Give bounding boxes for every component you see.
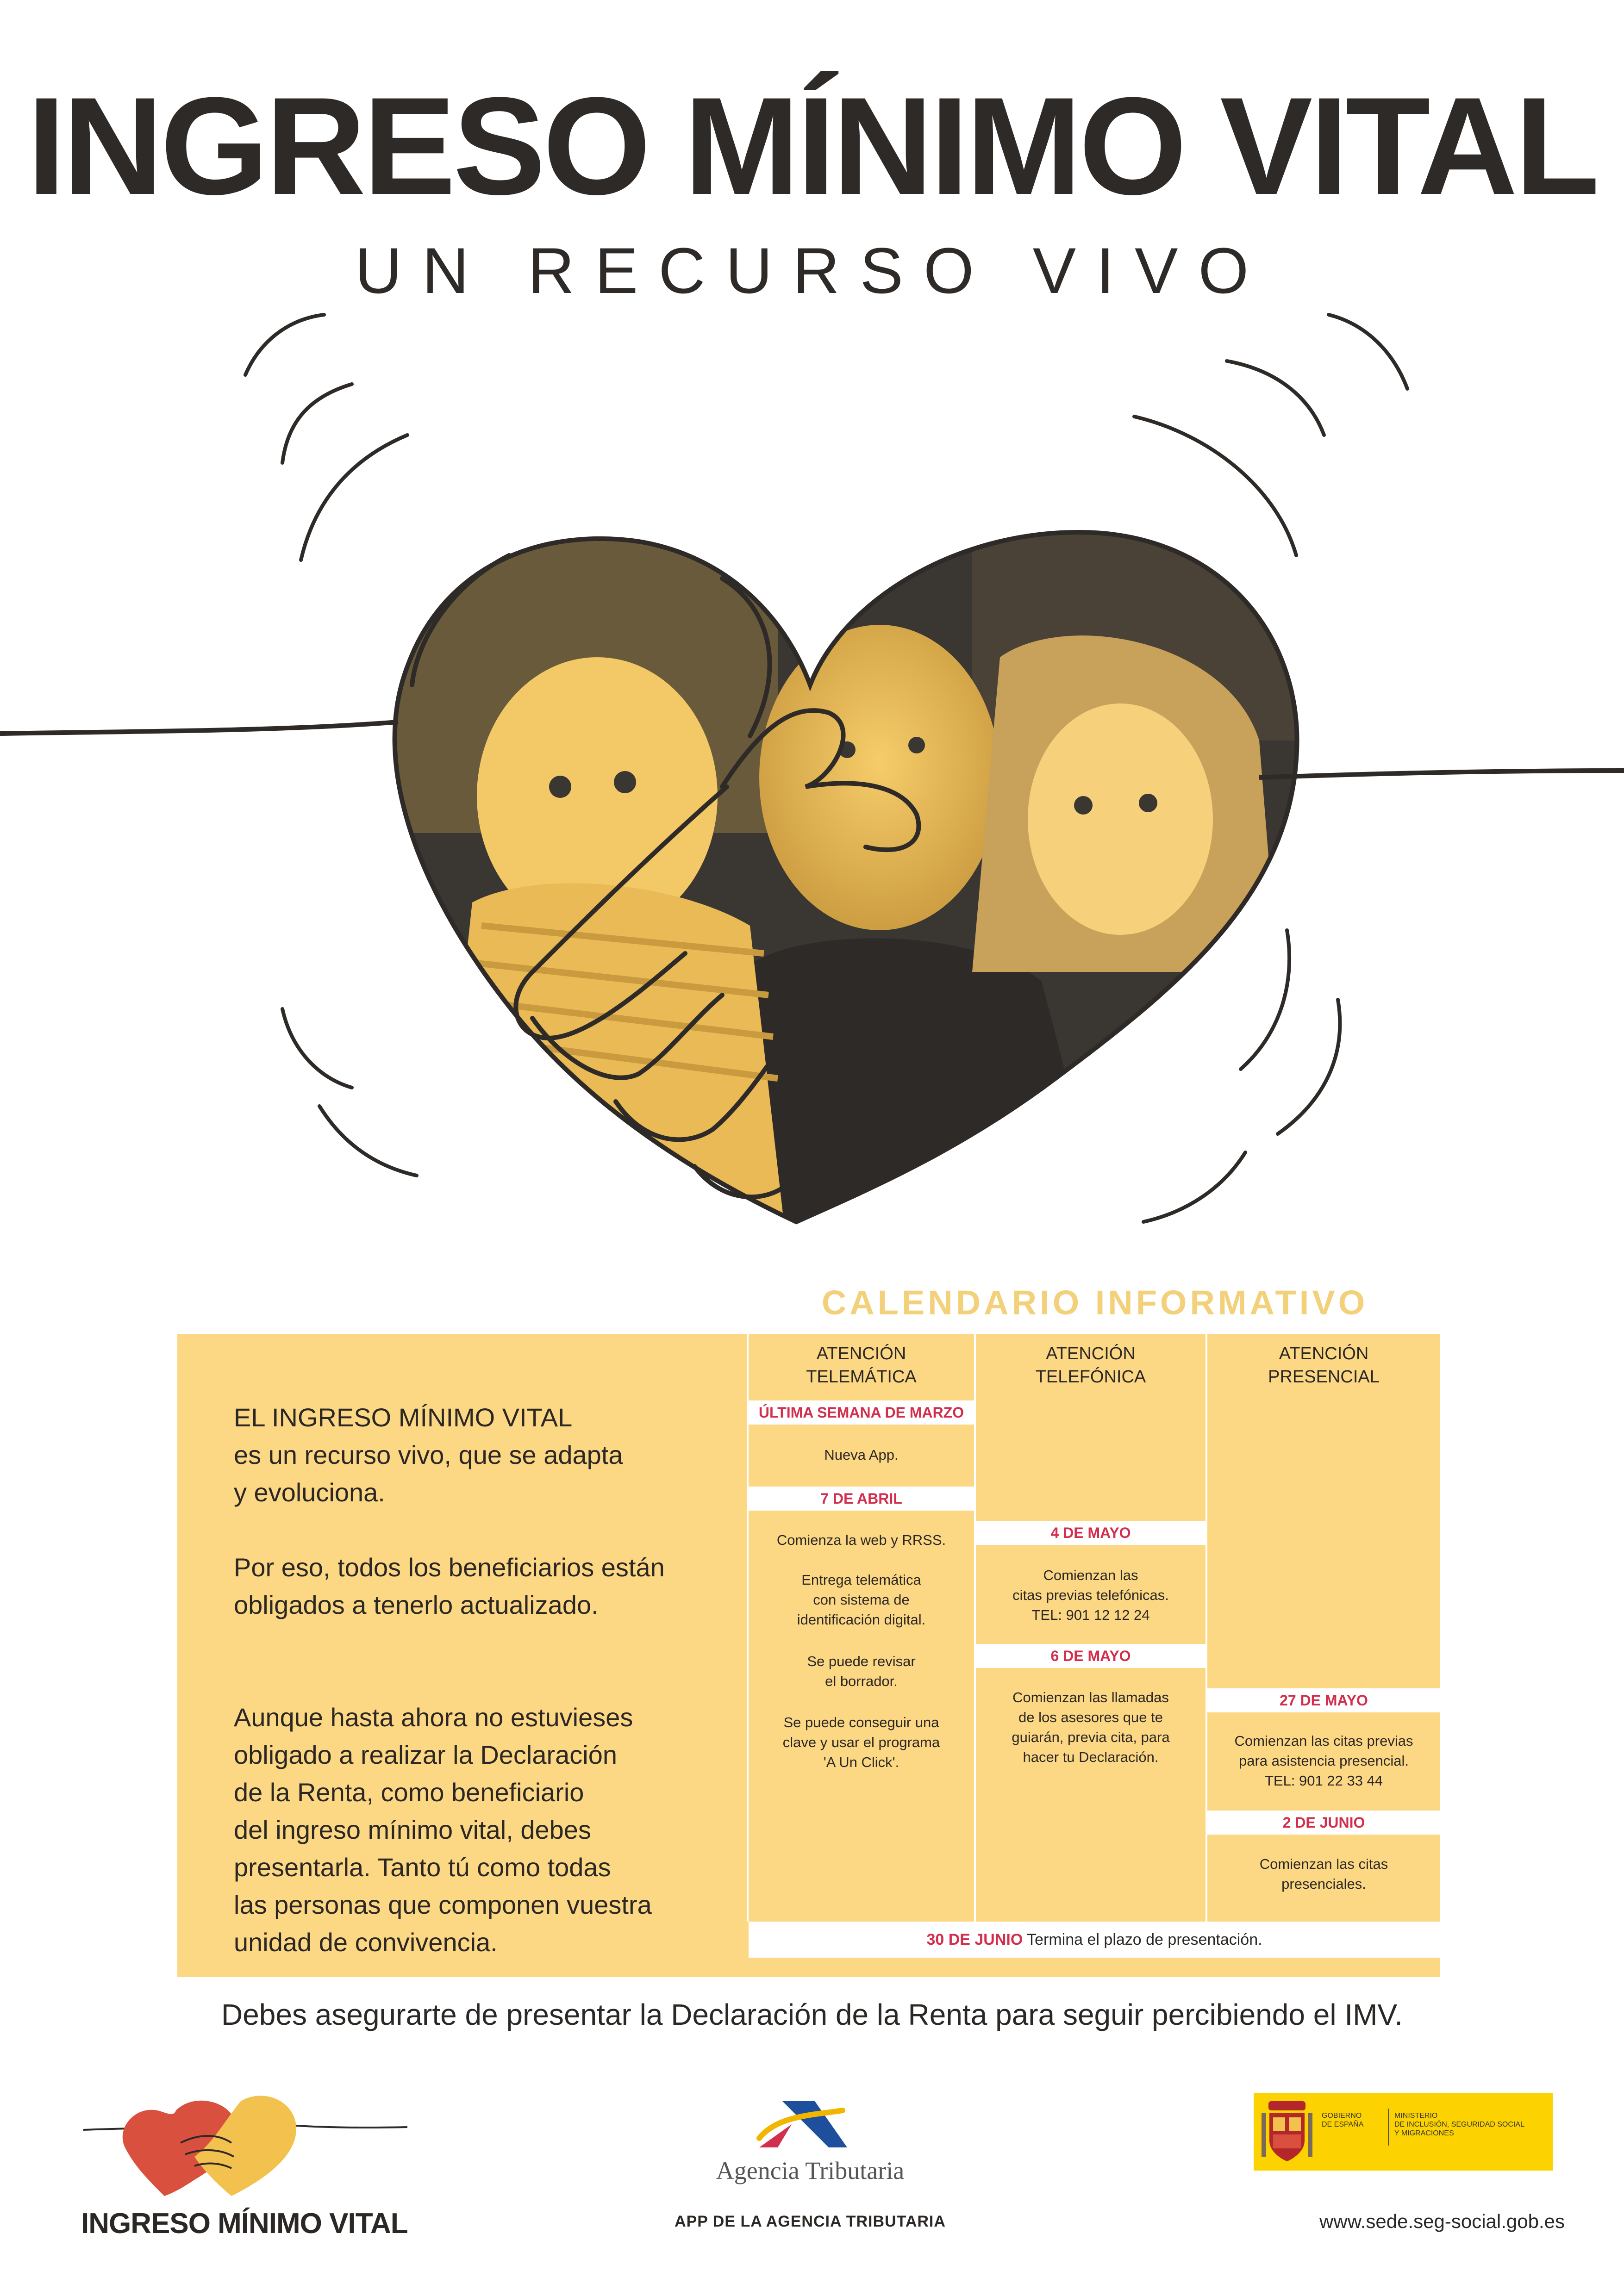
entry-line: citas previas telefónicas. bbox=[1012, 1587, 1169, 1603]
app-agencia-tributaria-caption: APP DE LA AGENCIA TRIBUTARIA bbox=[675, 2213, 946, 2230]
deadline-bar bbox=[749, 1922, 1440, 1958]
intro-line: y evoluciona. bbox=[234, 1478, 385, 1507]
entry-line: Comienzan las citas bbox=[1259, 1856, 1388, 1872]
intro-line: es un recurso vivo, que se adapta bbox=[234, 1440, 623, 1469]
column-header-presencial bbox=[1207, 1342, 1440, 1398]
gov-logo-divider bbox=[1388, 2109, 1389, 2146]
declaration-line: de la Renta, como beneficiario bbox=[234, 1778, 584, 1807]
calendar-entry bbox=[749, 1651, 974, 1691]
calendar-entry bbox=[976, 1687, 1206, 1767]
calendar-entry bbox=[1207, 1731, 1440, 1791]
entry-line: identificación digital. bbox=[797, 1612, 926, 1628]
website-url: www.sede.seg-social.gob.es bbox=[1319, 2210, 1565, 2232]
date-label: 7 DE ABRIL bbox=[749, 1487, 974, 1511]
calendar-entry: Comienza la web y RRSS. bbox=[776, 1532, 946, 1548]
declaration-line: Aunque hasta ahora no estuvieses bbox=[234, 1703, 633, 1732]
ministerio-text bbox=[1394, 2111, 1552, 2138]
entry-line: el borrador. bbox=[825, 1673, 898, 1689]
entry-line: hacer tu Declaración. bbox=[1023, 1749, 1159, 1765]
declaration-line: del ingreso mínimo vital, debes bbox=[234, 1815, 591, 1844]
entry-line: presenciales. bbox=[1281, 1876, 1366, 1892]
entry-line: guiarán, previa cita, para bbox=[1012, 1729, 1170, 1745]
entry-line: 'A Un Click'. bbox=[823, 1754, 899, 1770]
deadline-text: Termina el plazo de presentación. bbox=[1027, 1931, 1262, 1948]
obligation-line: obligados a tenerlo actualizado. bbox=[234, 1590, 599, 1619]
declaration-line: obligado a realizar la Declaración bbox=[234, 1740, 618, 1769]
calendar-entry bbox=[976, 1565, 1206, 1625]
entry-line: Comienzan las llamadas bbox=[1012, 1689, 1169, 1705]
page-title: INGRESO MÍNIMO VITAL bbox=[27, 68, 1597, 224]
ministry-text-line: DE INCLUSIÓN, SEGURIDAD SOCIAL bbox=[1394, 2121, 1524, 2128]
declaration-paragraph bbox=[234, 1699, 743, 1961]
entry-line: de los asesores que te bbox=[1018, 1709, 1163, 1725]
entry-line: TEL: 901 12 12 24 bbox=[1031, 1607, 1150, 1623]
date-label: ÚLTIMA SEMANA DE MARZO bbox=[749, 1400, 974, 1425]
gobierno-de-espana-text bbox=[1322, 2111, 1387, 2129]
gov-text-line: GOBIERNO bbox=[1322, 2112, 1362, 2120]
ministry-text-line: Y MIGRACIONES bbox=[1394, 2129, 1454, 2137]
bottom-note: Debes asegurarte de presentar la Declaración de la Renta para seguir percibiendo el IMV. bbox=[221, 1998, 1403, 2031]
column-header-line: TELEMÁTICA bbox=[806, 1367, 917, 1387]
deadline-date: 30 DE JUNIO bbox=[926, 1931, 1023, 1948]
date-label: 4 DE MAYO bbox=[976, 1521, 1206, 1545]
entry-line: clave y usar el programa bbox=[782, 1734, 940, 1750]
ministry-text-line: MINISTERIO bbox=[1394, 2112, 1438, 2120]
agencia-tributaria-logo-icon bbox=[750, 2097, 870, 2157]
spain-coat-of-arms-icon bbox=[1259, 2097, 1315, 2166]
column-header-line: ATENCIÓN bbox=[1046, 1344, 1136, 1363]
entry-line: Comienzan las bbox=[1043, 1567, 1138, 1583]
entry-line: para asistencia presencial. bbox=[1238, 1753, 1409, 1769]
declaration-line: presentarla. Tanto tú como todas bbox=[234, 1853, 611, 1882]
entry-line: con sistema de bbox=[813, 1592, 910, 1608]
entry-line: Comienzan las citas previas bbox=[1234, 1733, 1413, 1749]
column-header-line: ATENCIÓN bbox=[1279, 1344, 1369, 1363]
declaration-line: unidad de convivencia. bbox=[234, 1928, 498, 1957]
entry-line: Se puede conseguir una bbox=[783, 1714, 939, 1730]
obligation-line: Por eso, todos los beneficiarios están bbox=[234, 1553, 665, 1582]
gov-text-line: DE ESPAÑA bbox=[1322, 2121, 1364, 2128]
column-header-line: PRESENCIAL bbox=[1268, 1367, 1380, 1387]
calendar-entry bbox=[1207, 1854, 1440, 1894]
declaration-line: las personas que componen vuestra bbox=[234, 1890, 652, 1919]
imv-heart-logo-icon bbox=[79, 2073, 412, 2198]
column-header-line: ATENCIÓN bbox=[816, 1344, 906, 1363]
agencia-tributaria-name: Agencia Tributaria bbox=[716, 2157, 905, 2184]
calendar-entry: Nueva App. bbox=[824, 1447, 899, 1463]
date-label: 6 DE MAYO bbox=[976, 1644, 1206, 1668]
date-label: 2 DE JUNIO bbox=[1207, 1811, 1440, 1835]
obligation-paragraph bbox=[234, 1549, 743, 1624]
intro-paragraph bbox=[234, 1399, 743, 1511]
column-header-telematica bbox=[749, 1342, 974, 1398]
entry-line: Entrega telemática bbox=[801, 1572, 921, 1588]
page-subtitle: UN RECURSO VIVO bbox=[355, 234, 1269, 307]
calendar-heading: CALENDARIO INFORMATIVO bbox=[821, 1283, 1368, 1322]
date-label: 27 DE MAYO bbox=[1207, 1688, 1440, 1712]
imv-logo-text: INGRESO MÍNIMO VITAL bbox=[81, 2208, 408, 2240]
calendar-entry bbox=[749, 1570, 974, 1630]
column-header-telefonica bbox=[976, 1342, 1206, 1398]
column-divider bbox=[974, 1334, 976, 1922]
entry-line: Se puede revisar bbox=[807, 1653, 916, 1669]
heart-photo-illustration bbox=[0, 296, 1624, 1277]
entry-line: TEL: 901 22 33 44 bbox=[1264, 1773, 1383, 1789]
calendar-entry bbox=[749, 1712, 974, 1772]
column-header-line: TELEFÓNICA bbox=[1035, 1367, 1146, 1387]
intro-line: EL INGRESO MÍNIMO VITAL bbox=[234, 1403, 573, 1432]
